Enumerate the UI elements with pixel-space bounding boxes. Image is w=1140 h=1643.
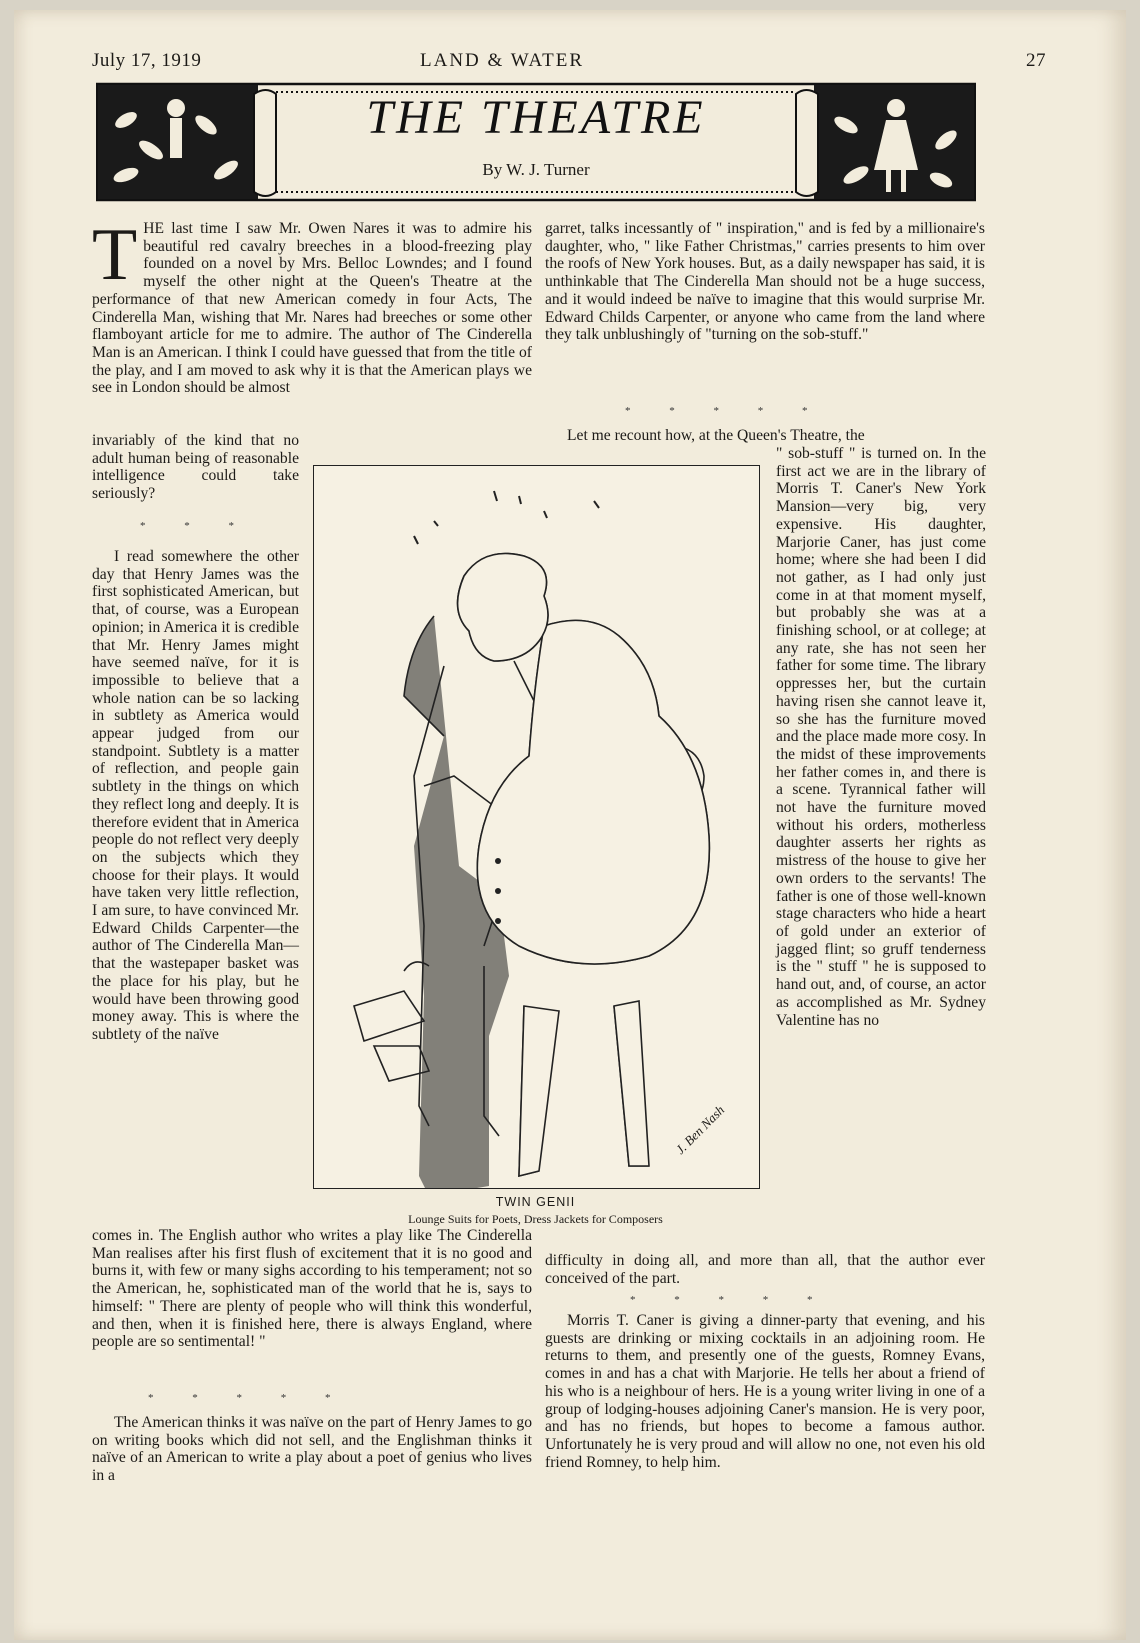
left-bottom-para-1: comes in. The English author who writes a play like The Cinderella Man realises after his first flush of excitement that it is no good and burns it, with few or many sighs according to his temperament; not so the American, he, sophisticated man of the world that he is, says to himself: " There are plenty of people who will think this wonderful, and then, when it is finished here, there is always England, where people are so sentimental! " <box>92 1227 532 1351</box>
left-bottom-para-2: The American thinks it was naïve on the part of Henry James to go on writing books which did not sell, and the Englishman thinks it naïve of an American to write a play about a poet of genius who lives in a <box>92 1414 532 1485</box>
left-narrow-para-2: I read somewhere the other day that Henry James was the first sophisticated American, but that, of course, was a European opinion; in America it is credible that Mr. Henry James might have seemed naïve, for it is impossible to believe that a whole nation can be so lacking in subtlety as America would appear judged from our standpoint. Subtlety is a matter of reflection, and people gain subtlety in the things on which they reflect long and deeply. It is therefore evident that in America people do not reflect very deeply on the subjects which they choose for their plays. It would have taken very little reflection, I am sure, to have convinced Mr. Edward Childs Carpenter—the author of The Cinderella Man—that the wastepaper basket was the place for his play, but he would have been throwing good money away. This is where the subtlety of the naïve <box>92 548 299 1043</box>
right-bottom-para-2: Morris T. Caner is giving a dinner-party that evening, and his guests are drinking or mixing cocktails in an adjoining room. He returns to them, and presently one of the guests, Romney Evans, comes in and has a chat with Marjorie. He tells her about a friend of his who is a neighbour of hers. He is a young writer living in one of a group of lodging-houses adjoining Caner's mansion. He is very poor, and has no friends, but hopes to become a famous author. Unfortunately he is very proud and will allow no one, not even his old friend Romney, to help him. <box>545 1312 985 1471</box>
section-separator: * * * <box>140 520 252 532</box>
left-narrow-para-1: invariably of the kind that no adult human being of reasonable intelligence could take seriously? <box>92 432 299 503</box>
left-column-intro <box>92 214 532 397</box>
caricature-drawing-icon <box>314 466 759 1188</box>
caricature-illustration <box>313 465 760 1189</box>
caption-title: TWIN GENII <box>495 1195 576 1209</box>
right-column-intro: garret, talks incessantly of " inspiration," and is fed by a millionaire's daughter, who, " like Father Christmas," carries presents to him over the roofs of New York houses. But, as a daily newspaper has said, it is unthinkable that The Cinderella Man should not be a huge success, and it would indeed be naïve to imagine that this would surprise Mr. Edward Childs Carpenter, or anyone who came from the land where they talk unblushingly of "turning on the sob-stuff." <box>545 220 985 344</box>
right-bottom-para-1: difficulty in doing all, and more than all, that the author ever conceived of the part. <box>545 1252 985 1287</box>
magazine-title: LAND & WATER <box>420 50 585 71</box>
section-separator: * * * * * <box>630 1294 831 1306</box>
right-lead-line: Let me recount how, at the Queen's Theatre, the <box>567 427 865 444</box>
issue-date: July 17, 1919 <box>92 50 202 71</box>
title-banner <box>96 80 976 204</box>
byline: By W. J. Turner <box>482 160 590 179</box>
drop-cap: T <box>92 214 138 296</box>
section-separator: * * * * * <box>625 405 826 417</box>
artist-signature: J. Ben Nash <box>672 1102 727 1158</box>
page-number: 27 <box>1026 50 1046 71</box>
right-narrow-para: " sob-stuff " is turned on. In the first act we are in the library of Morris T. Caner's New York Mansion—very big, very expensive. His daughter, Marjorie Caner, has just come home; where she had been I did not gather, as I had only just come in at that moment myself, but probably she was at a finishing school, or at college; at any rate, she has not seen her father for some time. The library oppresses her, but the curtain having risen she cannot leave it, so she has the furniture moved and the place made more cosy. In the midst of these improvements her father comes in, and there is a scene. Tyrannical father will not have the furniture moved without his orders, motherless daughter asserts her rights as mistress of the house to give her own orders to the servants! The father is one of those well-known stage characters who hide a heart of gold under an exterior of jagged flint; so gruff tenderness is the " stuff " he is supposed to hand out, and, of course, an actor as accomplished as Mr. Sydney Valentine has no <box>776 445 986 1029</box>
left-intro-text: HE last time I saw Mr. Owen Nares it was to admire his beautiful red cavalry breeches in a blood-freezing play founded on a novel by Mrs. Belloc Lowndes; and I found myself the other night at the Queen's Theatre at the performance of that new American comedy in four Acts, The Cinderella Man, wishing that Mr. Nares had breeches or some other flamboyant article for me to admire. The author of The Cinderella Man is an American. I think I could have guessed that from the title of the play, and I am moved to ask why it is that the American plays we see in London should be almost <box>92 220 532 397</box>
section-separator: * * * * * <box>148 1392 349 1404</box>
article-title: THE THEATRE <box>366 91 706 144</box>
caption-subtitle: Lounge Suits for Poets, Dress Jackets for Composers <box>408 1212 663 1226</box>
